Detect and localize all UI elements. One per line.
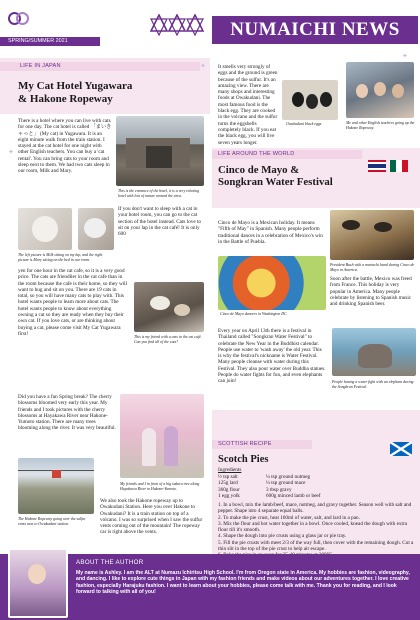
title-line-2: Songkran Water Festival <box>218 176 333 188</box>
caption-ropeway: The Hakone Ropeway going over the sulfur vents next to Owakudani station. <box>18 517 86 526</box>
elephant-water-photo <box>332 328 416 376</box>
paragraph: Cinco de Mayo is a Mexican holiday. It means "Fifth of May" in Spanish. Many people perform traditional dances in a celebration of Mexico's win in the Battle of Puebla. <box>218 220 323 245</box>
ingredient-row: 1 egg yolk 600g minced lamb or beef <box>218 492 321 499</box>
title-line-2: & Hakone Ropeway <box>18 92 113 105</box>
sakura-friends-photo <box>120 394 204 478</box>
thailand-flag-icon <box>368 160 386 172</box>
cat-milk-photo <box>18 208 72 250</box>
caption-entrance: This is the entrance of the hotel, it is a very relaxing hotel with lots of nature around the area. <box>118 189 200 198</box>
ingredients-label: Ingredients <box>218 467 242 473</box>
paragraph: We also took the Hakone ropeway up to Owakudani Station. Here you over Hakone to Owakudani? It is a train station on top of a volcano. I was so surprised when I saw the sulfur vents coming out of the mountain! The ropeway car is right above the vents. <box>100 498 203 536</box>
ingredients-list <box>218 474 378 499</box>
paragraph: It smells very strongly of eggs and the ground is green because of the sulfur. It's an amazing view. There are many shops and interesting foods at Owakudani. The most famous food is the black egg. They are cooked in the volcano and the sulfur turns the eggshells completely black. If you eat the black egg, you will live seven years longer. <box>218 64 278 146</box>
recipe-step: 5. Fill the pie crusts with meet 2/3 of the way full, then cover with the remaining dough. Cut a thin slit in the top of the pie crust to help air escape. <box>218 539 414 553</box>
ingredient-row: 125g lard ¼ tsp ground mace <box>218 480 306 487</box>
caption-cafe: This is my friend with a cats in the cat café. Can you find all of the cats? <box>134 335 202 344</box>
article-title <box>218 164 333 188</box>
author-bio: My name is Ashley. I am the ALT at Numazu Ichiritsu High School. I'm from Oregon state in America. My hobbies are fashion, videography, and dancing. I like to explore cute things in Japan with my fashion friends and make videos about our adventures together. I love creative fashion, especially Harajuku fashion. I want to learn about your hobbies, please come talk with me. Thank you for reading, and I look forward to talking with all of you! <box>76 570 410 596</box>
songkran-article <box>212 326 420 412</box>
section-label-around-world: LIFE AROUND THE WORLD <box>218 151 295 157</box>
logo-emblems <box>150 14 204 36</box>
recipe-step: 1. In a bowl, mix the lamb/beef, mace, nutmeg, and gravy together. Season well with salt and pepper. Shape into 4 separate equal balls. <box>218 502 412 515</box>
black-eggs-photo <box>282 80 338 120</box>
paragraph: There is a hotel where you can live with cats for one day. The cat hotel is called 「まいきゃっと」 (My cat) in Yugawara. It is an eight minute walk from the train station. I stayed at the cat hotel for one night with other English teachers. You can buy a 'cat rental'. You can bring cats to your room and sleep next to them. We had two cats sleep in our room, Milk and Mary. <box>18 118 112 175</box>
ingredient-row: ½ tsp salt ¼ tsp ground nutmeg <box>218 474 311 480</box>
ropeway-selfie-photo <box>346 62 414 118</box>
recipe-step: 3. Mix the flour and hot water together in a bowl. Once cooled, knead the dough with extra flour till it's smooth. <box>218 520 408 534</box>
mariachi-photo <box>330 210 414 260</box>
hotel-entrance-photo <box>116 116 204 186</box>
caption-dancers: Cinco de Mayo dancers in Washington DC. <box>220 312 288 316</box>
title-line-1: Cinco de Mayo & <box>218 164 300 176</box>
author-heading: ABOUT THE AUTHOR <box>76 559 144 566</box>
masthead <box>0 0 420 46</box>
star-icon: ✦ <box>200 62 206 70</box>
recipe-step: 2. To make the pie crust, heat 160ml of water, salt, and lard in a pan. <box>218 514 360 521</box>
caption-cats: The left picture is Milk sitting on my lap, and the right picture is Mary sitting on the bed in our room. <box>18 253 103 262</box>
caption-black-eggs: Owakudani black eggs <box>286 122 322 126</box>
cinco-article <box>212 148 420 326</box>
issue-date: SPRING/SUMMER 2021 <box>0 37 100 46</box>
paragraph: Soon after the battle, Mexico was freed from France. This holiday is very popular in America. Many people celebrate by listening to Spanish music and drinking Spanish beer. <box>330 276 412 308</box>
paragraph: Did you have a fun Spring break? The cherry blossoms bloomed very early this year. My friends and I took pictures with the cherry blossoms at Hayakawa River near Hakone-Yumoto station. There are many trees blooming along the river. It was very beautiful. <box>18 394 116 432</box>
cat-hotel-article <box>0 58 210 538</box>
masthead-title: NUMAICHI NEWS <box>212 16 418 44</box>
recipe-steps <box>218 502 414 559</box>
author-section <box>0 554 420 620</box>
ingredient-row: 360g flour 3 tbsp gravy <box>218 486 292 493</box>
title-line-1: My Cat Hotel Yugawara <box>18 80 133 92</box>
scotland-flag-icon <box>390 442 412 456</box>
mexico-flag-icon <box>390 160 408 172</box>
recipe-title: Scotch Pies <box>218 454 269 465</box>
recipe-step: 4. Shape the dough into pie crusts using a glass jar or pie tray. <box>218 533 347 540</box>
ropeway-photo <box>18 458 94 514</box>
star-icon: ✦ <box>402 52 408 60</box>
caption-elephant: People having a water fight with an elephant during the Songkran Festival. <box>332 380 414 389</box>
section-label-life-in-japan: LIFE IN JAPAN <box>20 63 61 69</box>
paragraph: yen for one hour in the cat cafe, so it is a very good price. The cats are friendlier in the cat cafe than in the room because the cafe is their home, so they will want to hug and sit on you. There are 19 cats in total, so you will have many cats to play with. This hotel wants people to learn more about cats. The hotel wants people to know about everything owning a cat so they are ready when they buy their own cat. If you love cats, or are thinking about buying a cat, please come visit My Cat Yugawara first! <box>18 268 128 337</box>
cat-cafe-photo <box>134 282 204 332</box>
paragraph: Every year on April 13th there is a festival in Thailand called "Songkran Water Festival" to celebrate the New Year in the Buddhist calendar. People use water to 'wash away' the old year. This is why the festival's nickname is Water Festival. Many people cleanse with water during this Festival. They also pour water over Buddha statues. People do water fights for fun, and even elephants can join! <box>218 328 326 385</box>
caption-selfie: Me and other English teachers going up the Hakone Ropeway. <box>346 121 415 130</box>
ropeway-continuation <box>212 58 420 158</box>
article-title <box>18 80 132 105</box>
dancers-photo <box>218 256 326 310</box>
logo-circles <box>8 12 28 30</box>
star-icon: ✦ <box>8 148 14 156</box>
author-photo <box>8 548 68 618</box>
caption-mariachi: President Bush with a mariachi band during Cinco de Mayo in America. <box>330 263 415 272</box>
recipe-article <box>212 410 420 558</box>
section-label-recipe: SCOTTISH RECIPE <box>218 441 272 447</box>
cat-mary-photo <box>78 208 114 250</box>
paragraph: If you don't want to sleep with a cat in your hotel room, you can go to the cat section of the hotel instead. Cats love to sit on your lap in the cat café! It is only 600 <box>118 206 201 238</box>
caption-friends: My friends and I in front of a big sakura tree along Hayakawa River in Hakone-Yumoto. <box>120 482 200 491</box>
